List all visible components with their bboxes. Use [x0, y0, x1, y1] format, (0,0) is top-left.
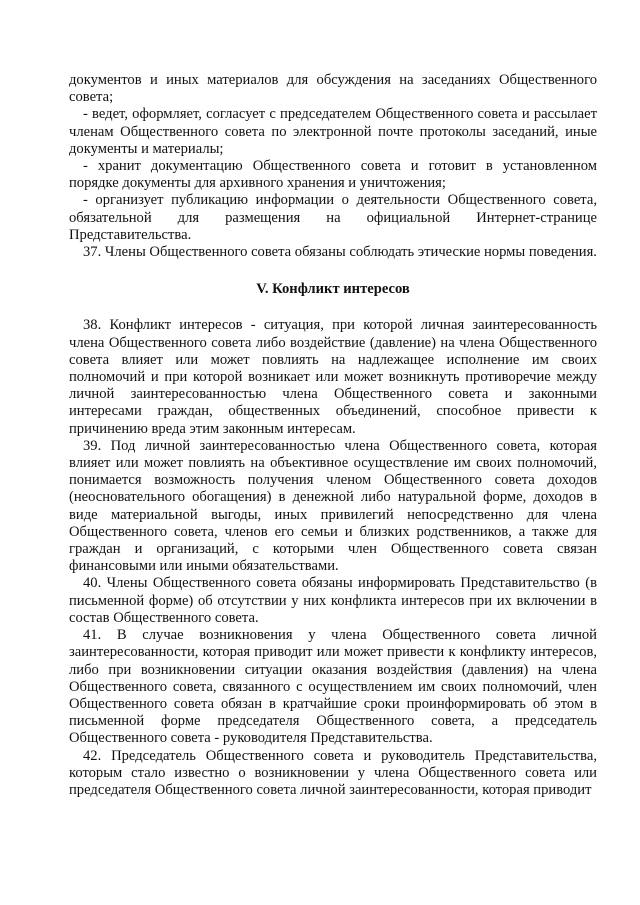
- paragraph-40: 40. Члены Общественного совета обязаны информировать Представительство (в письменной форме) об отсутствии у них конфликта интересов при их включении в состав Общественного совета.: [69, 575, 597, 626]
- paragraph-37: 37. Члены Общественного совета обязаны соблюдать этические нормы поведения.: [83, 244, 597, 261]
- document-body: [69, 72, 597, 799]
- paragraph-39: 39. Под личной заинтересованностью члена Общественного совета, которая влияет или может повлиять на объективное осуществление им своих полномочий, понимается возможность получения членом Общественного совета доходов (неосновательного обогащения) в денежной либо натуральной форме, доходов в виде материальной выгоды, иных привилегий непосредственно для члена Общественного совета, членов его семьи и близких родственников, а также для граждан и организаций, с которыми член Общественного совета связан финансовыми или иными обязательствами.: [69, 437, 597, 575]
- section-heading: V. Конфликт интересов: [256, 281, 410, 298]
- paragraph-41: 41. В случае возникновения у члена Общественного совета личной заинтересованности, которая приводит или может привести к конфликту интересов, либо при возникновении ситуации оказания воздействия (давления) на члена Общественного совета, связанного с осуществлением им своих полномочий, член Общественного совета обязан в кратчайшие сроки проинформировать об этом в письменной форме председателя Общественного совета, а председатель Общественного совета - руководителя Представительства.: [69, 627, 597, 747]
- paragraph-item-sends: - ведет, оформляет, согласует с председателем Общественного совета и рассылает членам Общественного совета по электронной почте протоколы заседаний, иные документы и материалы;: [69, 106, 597, 157]
- paragraph-38: 38. Конфликт интересов - ситуация, при которой личная заинтересованность члена Общественного совета либо воздействие (давление) на члена Общественного совета влияет или может повлиять на надлежащее исполнение им своих полномочий и при которой возникает или может возникнуть противоречие между личной заинтересованностью члена Общественного совета и законными интересами граждан, общественных объединений, способное привести к причинению вреда этим законным интересам.: [69, 317, 597, 437]
- paragraph-42: 42. Председатель Общественного совета и руководитель Представительства, которым стало известно о возникновении у члена Общественного совета или председателя Общественного совета личной заинтересованности, которая приводит: [69, 747, 597, 798]
- paragraph-continuation: документов и иных материалов для обсуждения на заседаниях Общественного совета;: [69, 72, 597, 106]
- paragraph-item-publishes: - организует публикацию информации о деятельности Общественного совета, обязательной для размещения на официальной Интернет-странице Представительства.: [69, 192, 597, 243]
- paragraph-item-stores: - хранит документацию Общественного совета и готовит в установленном порядке документы для архивного хранения и уничтожения;: [69, 158, 597, 192]
